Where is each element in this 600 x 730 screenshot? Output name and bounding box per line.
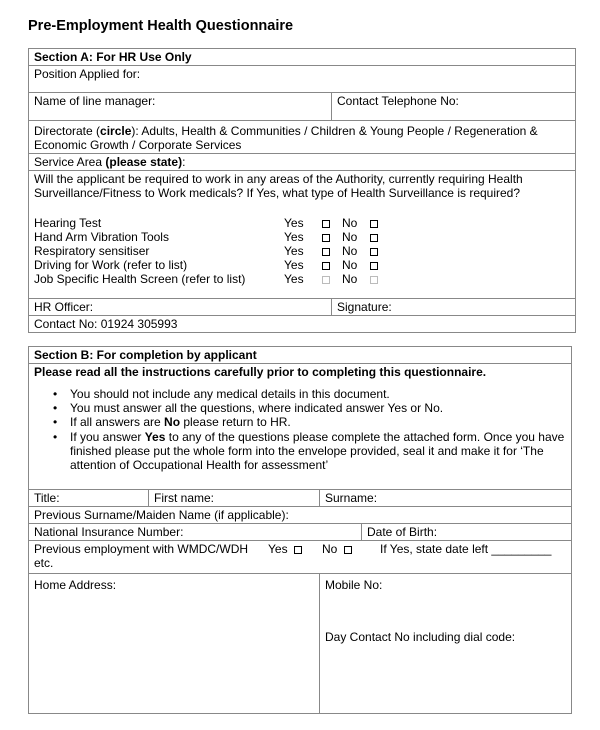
hr-officer-field[interactable]: HR Officer: (29, 299, 332, 316)
instruction-item: • If all answers are No please return to HR. (70, 415, 566, 429)
previous-surname-field[interactable]: Previous Surname/Maiden Name (if applicable): (29, 507, 572, 524)
ni-number-field[interactable]: National Insurance Number: (29, 524, 362, 541)
service-area-field[interactable]: Service Area (please state): (29, 154, 576, 171)
no-label: No (342, 244, 358, 258)
surveillance-yes-checkbox[interactable] (322, 262, 330, 270)
section-b-table (28, 346, 572, 714)
first-name-field[interactable]: First name: (149, 490, 320, 507)
section-a-table (28, 48, 576, 333)
instruction-item: • You must answer all the questions, where indicated answer Yes or No. (70, 401, 566, 415)
instructions-block (29, 364, 572, 490)
prev-employment-yes-checkbox[interactable] (294, 546, 302, 554)
surveillance-yes-checkbox[interactable] (322, 234, 330, 242)
mobile-contact-cell[interactable] (320, 574, 572, 714)
surveillance-item-label: Hand Arm Vibration Tools (34, 230, 169, 244)
yes-label: Yes (284, 272, 304, 286)
surveillance-row (34, 230, 570, 244)
page-title: Pre-Employment Health Questionnaire (28, 18, 294, 34)
no-label: No (342, 258, 358, 272)
surveillance-no-checkbox[interactable] (370, 248, 378, 256)
yes-label: Yes (284, 244, 304, 258)
surveillance-row (34, 216, 570, 230)
section-b-header: Section B: For completion by applicant (29, 347, 572, 364)
no-label: No (342, 216, 358, 230)
mobile-number-label: Mobile No: (325, 578, 383, 592)
section-a-header: Section A: For HR Use Only (29, 49, 576, 66)
surveillance-no-checkbox[interactable] (370, 234, 378, 242)
instructions-heading: Please read all the instructions carefully prior to completing this questionnaire. (34, 365, 487, 379)
day-contact-label: Day Contact No including dial code: (325, 630, 516, 644)
surveillance-no-checkbox[interactable] (370, 220, 378, 228)
surveillance-yes-checkbox[interactable] (322, 220, 330, 228)
contact-number: Contact No: 01924 305993 (29, 316, 576, 333)
no-label: No (342, 230, 358, 244)
surveillance-no-checkbox[interactable] (370, 276, 378, 284)
surveillance-row (34, 272, 570, 286)
instructions-list (34, 387, 566, 472)
position-applied-field[interactable]: Position Applied for: (29, 66, 576, 93)
health-surveillance-block (29, 171, 576, 299)
yes-label: Yes (284, 258, 304, 272)
yes-label: Yes (284, 230, 304, 244)
no-label: No (342, 272, 358, 286)
surveillance-no-checkbox[interactable] (370, 262, 378, 270)
surname-field[interactable]: Surname: (320, 490, 572, 507)
surveillance-yes-checkbox[interactable] (322, 276, 330, 284)
surveillance-row (34, 244, 570, 258)
line-manager-field[interactable]: Name of line manager: (29, 93, 332, 121)
surveillance-item-label: Driving for Work (refer to list) (34, 258, 188, 272)
contact-telephone-field[interactable]: Contact Telephone No: (332, 93, 576, 121)
signature-field[interactable]: Signature: (332, 299, 576, 316)
title-field[interactable]: Title: (29, 490, 149, 507)
dob-field[interactable]: Date of Birth: (362, 524, 572, 541)
surveillance-question: Will the applicant be required to work in any areas of the Authority, currently requiring Health Surveillance/Fitness to Work medicals? If Yes, what type of Health Surveillance is required? (34, 172, 523, 200)
surveillance-yes-checkbox[interactable] (322, 248, 330, 256)
home-address-field[interactable]: Home Address: (29, 574, 320, 714)
surveillance-item-label: Hearing Test (34, 216, 102, 230)
instruction-item: • If you answer Yes to any of the questions please complete the attached form. Once you have finished please put the whole form into the envelope provided, seal it and make it for ‘The attention of Occupational Health for assessment’ (70, 430, 566, 473)
surveillance-item-label: Respiratory sensitiser (34, 244, 150, 258)
previous-employment-field[interactable]: Previous employment with WMDC/WDH Yes No If Yes, state date left _________ etc. (29, 541, 572, 574)
surveillance-list (34, 216, 570, 286)
directorate-field[interactable]: Directorate (circle): Adults, Health & Communities / Children & Young People / Regeneration & Economic Growth / Corporate Services (29, 121, 576, 154)
surveillance-row (34, 258, 570, 272)
prev-employment-no-checkbox[interactable] (344, 546, 352, 554)
instruction-item: • You should not include any medical details in this document. (70, 387, 566, 401)
yes-label: Yes (284, 216, 304, 230)
surveillance-item-label: Job Specific Health Screen (refer to list) (34, 272, 246, 286)
